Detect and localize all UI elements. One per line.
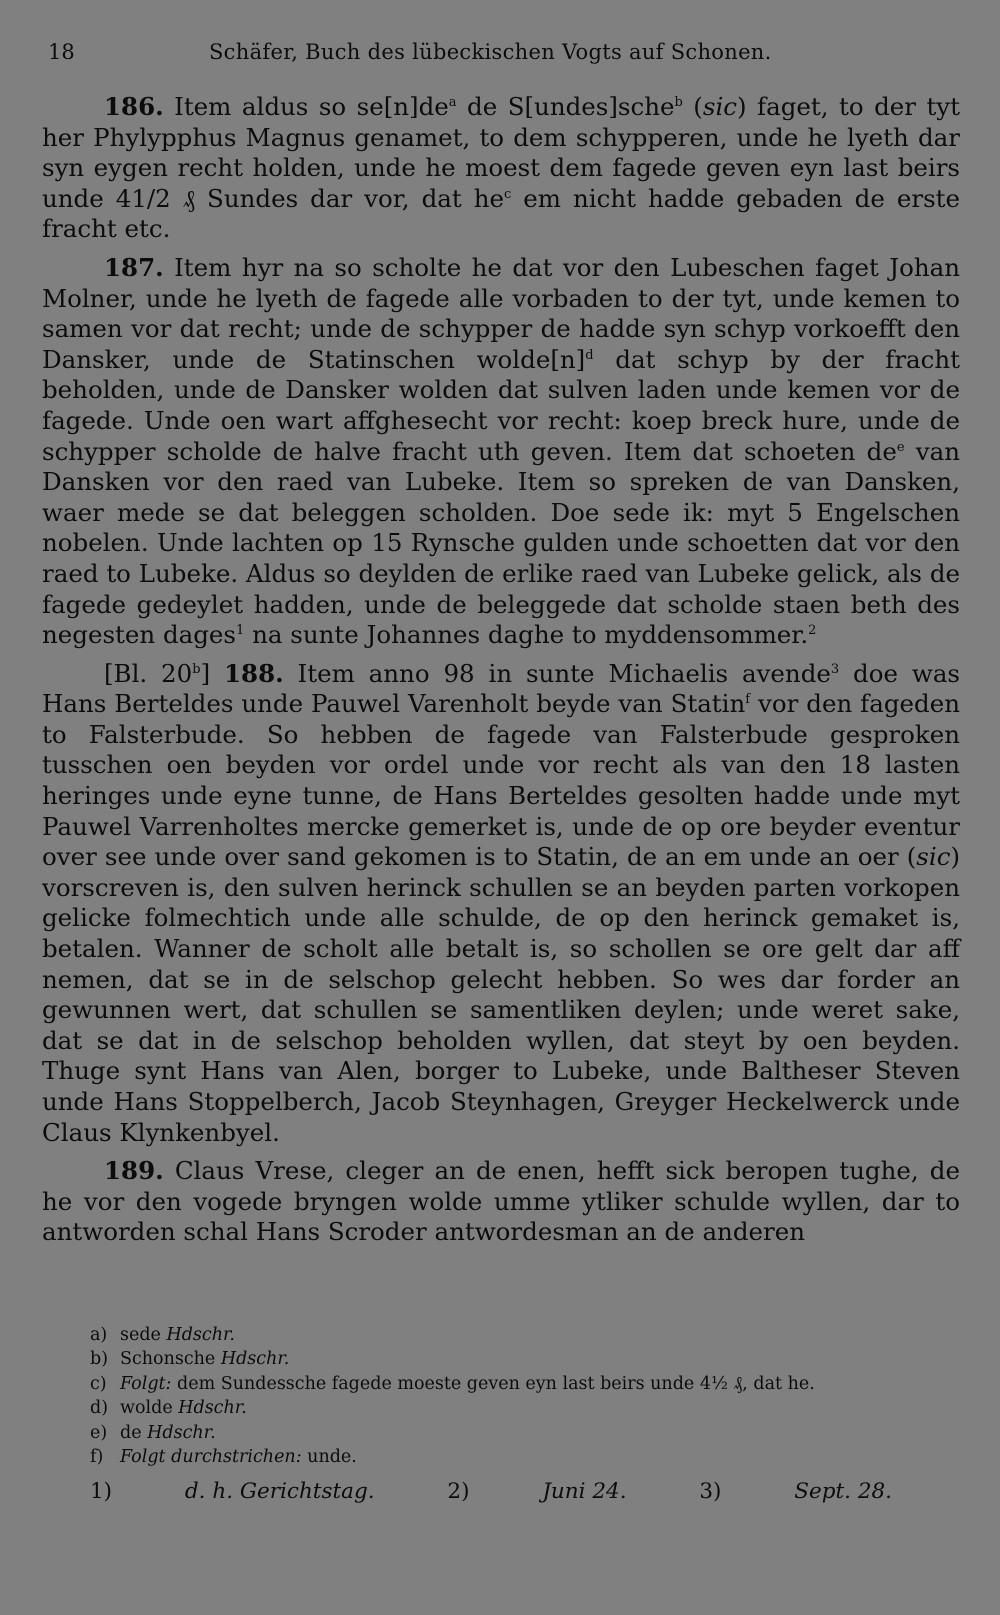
footnote-b: b) Schonsche Hdschr. [90,1349,290,1370]
entry-189: 189. Claus Vrese, cleger an de enen, hefft sick beropen tughe, de he vor den vogede bryngen wolde umme ytliker schulde wyllen, dar to antworden schal Hans Scroder antwordesman an de anderen [42,1156,960,1247]
entry-number: 187. [104,252,164,282]
footnote-a: a) sede Hdschr. [90,1325,235,1345]
footnote-f: f) Folgt durchstrichen: unde. [90,1447,357,1468]
footnote-ref: b [674,94,683,110]
main-text [42,92,960,1256]
entry-186: 186. Item aldus so se[n]de$^a$ de S[undes]sche$^b$ (sic) faget, to der tyt her Phylypphus Magnus genamet, to dem schypperen, unde he lyeth dar syn eygen recht holden, unde he moest dem fagede geven eyn last beirs unde 41/2 ₰ Sundes dar vor, dat he$^c$ em nicht hadde gebaden de erste fracht etc. [42,92,961,244]
footnote-ref: 1 [236,622,245,638]
entry-number: 186. [104,92,164,121]
page-header [44,40,960,74]
note-2: 2) Juni 24. [447,1479,627,1504]
footnote-ref: d [585,347,594,363]
entry-number: 188. [224,658,284,688]
entry-number: 189. [104,1156,164,1186]
running-title: Schäfer, Buch des lübeckischen Vogts auf Schonen. [209,40,772,64]
footnote-ref: 3 [830,661,840,677]
footnote-d: d) wolde Hdschr. [90,1398,247,1419]
footnote-e: e) de Hdschr. [90,1422,216,1443]
note-3: 3) Sept. 28. [699,1479,893,1504]
entry-187: 187. Item hyr na so scholte he dat vor den Lubeschen faget Johan Molner, unde he lyeth de fagede alle vorbaden to der tyt, unde kemen to samen vor dat recht; unde de schypper de hadde syn schyp vorkoefft den Dansker, unde de Statinschen wolde[n]$^d$ dat schyp by der fracht beholden, unde de Dansker wolden dat sulven laden unde kemen vor de fagede. Unde oen wart affghesecht vor recht: koep breck hure, unde de schypper scholde de halve fracht uth geven. Item dat schoeten de$^e$ van Dansken vor den raed van Lubeke. Item so spreken de van Dansken, waer mede se dat beleggen scholden. Doe sede ik: myt 5 Engelschen nobelen. Unde lachten op 15 Rynsche gulden unde schoetten dat vor den raed to Lubeke. Aldus so deylden de erlike raed van Lubeke gelick, als de fagede gedeylet hadden, unde de beleggede dat scholde staen beth des negesten dages$^1$ na sunte Johannes daghe to myddensommer.$^2$ [42,252,961,650]
footnote-ref: c [504,186,512,202]
footnote-ref: a [448,94,457,110]
footnote-ref: e [896,439,905,455]
page-number: 18 [48,40,75,64]
footnote-ref: 2 [808,622,817,638]
footnotes [90,1323,960,1469]
folio-marker: [Bl. 20$^b$] [104,658,211,688]
footnote-c: c) Folgt: dem Sundessche fagede moeste geven eyn last beirs unde 4½ ₰, dat he. [90,1373,815,1394]
note-1: 1) d. h. Gerichtstag. [90,1479,375,1504]
entry-188: [Bl. 20$^b$] 188. Item anno 98 in sunte Michaelis avende$^3$ doe was Hans Berteldes unde Pauwel Varenholt beyde van Statin$^f$ vor den fageden to Falsterbude. So hebben de fagede van Falsterbude gesproken tusschen oen beyden vor ordel unde vor recht als van den 18 lasten heringes unde eyne tunne, de Hans Berteldes gesolten hadde unde myt Pauwel Varrenholtes mercke gemerket is, unde de op ore beyder eventur over see unde over sand gekomen is to Statin, de an em unde an oer (sic) vorscreven is, den sulven herinck schullen se an beyden parten vorkopen gelicke folmechtich unde alle schulde, de op den herinck gemaket is, betalen. Wanner de scholt alle betalt is, so schollen se ore gelt dar aff nemen, dat se in de selschop gelecht hebben. So wes dar forder an gewunnen wert, dat schullen se samentliken deylen; unde weret sake, dat se dat in de selschop beholden wyllen, dat steyt by oen beyden. Thuge synt Hans van Alen, borger to Lubeke, unde Baltheser Steven unde Hans Stoppelberch, Jacob Steynhagen, Greyger Heckelwerck unde Claus Klynkenbyel. [42,658,961,1147]
footnote-ref: f [745,692,751,708]
numbered-notes [90,1479,958,1504]
